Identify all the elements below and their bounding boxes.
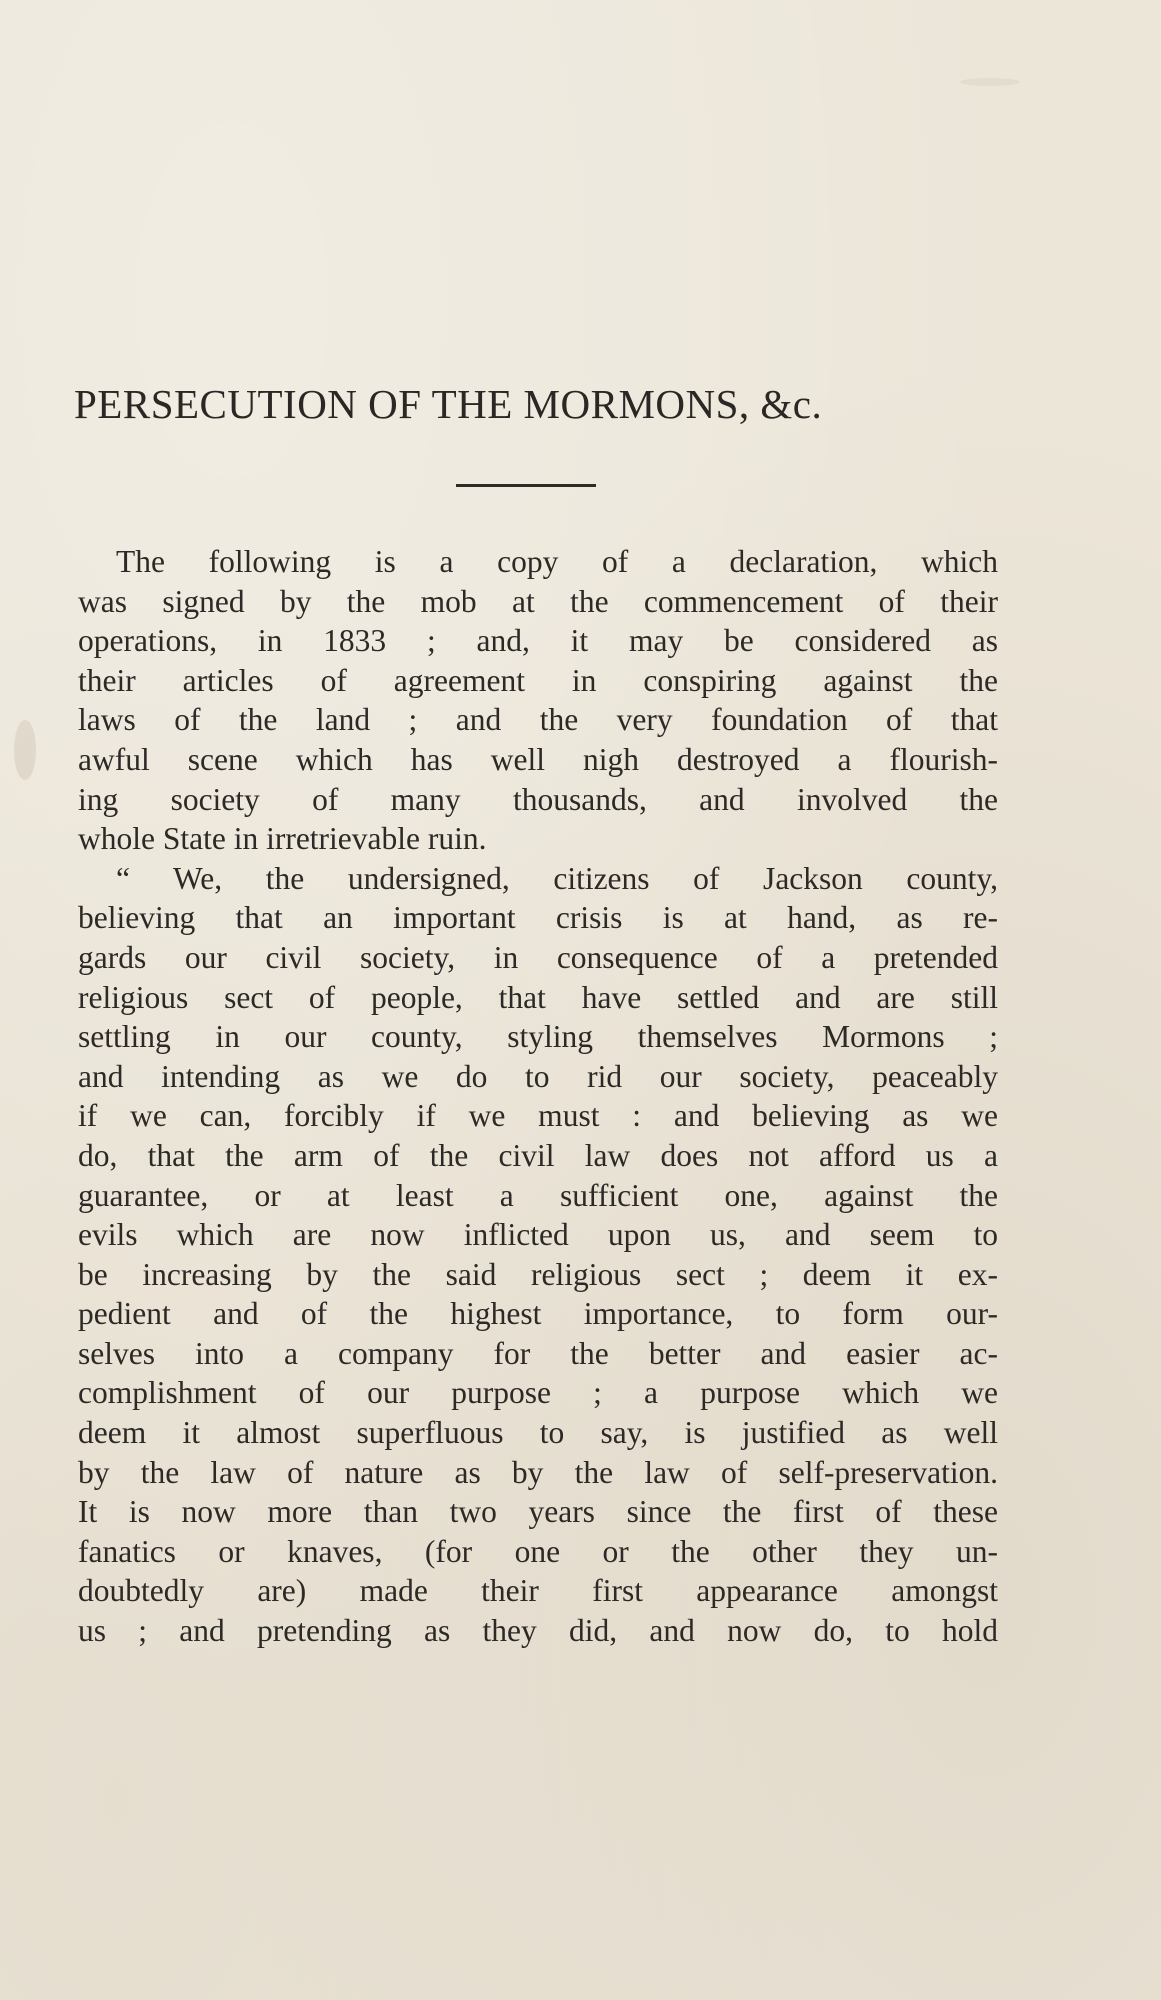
text-line: be increasing by the said religious sect ; deem it ex- bbox=[78, 1256, 998, 1292]
text-line: awful scene which has well nigh destroyed a flourish- bbox=[78, 741, 998, 777]
text-line: if we can, forcibly if we must : and believing as we bbox=[78, 1098, 998, 1134]
text-line: their articles of agreement in conspiring against the bbox=[78, 662, 998, 698]
text-line: religious sect of people, that have settled and are still bbox=[78, 979, 998, 1015]
text-line: gards our civil society, in consequence of a pretended bbox=[78, 939, 998, 975]
text-line: selves into a company for the better and easier ac- bbox=[78, 1335, 998, 1371]
paragraph-declaration bbox=[78, 859, 998, 1651]
text-line: settling in our county, styling themselves Mormons ; bbox=[78, 1019, 998, 1055]
text-line: It is now more than two years since the first of these bbox=[78, 1494, 998, 1530]
body-text bbox=[78, 542, 998, 1651]
paper-stain bbox=[960, 78, 1020, 86]
text-line: believing that an important crisis is at hand, as re- bbox=[78, 900, 998, 936]
text-line: ing society of many thousands, and involved the bbox=[78, 781, 998, 817]
text-line: and intending as we do to rid our society, peaceably bbox=[78, 1058, 998, 1094]
text-line: evils which are now inflicted upon us, and seem to bbox=[78, 1217, 998, 1253]
text-line: whole State in irretrievable ruin. bbox=[78, 821, 487, 857]
text-line: operations, in 1833 ; and, it may be considered as bbox=[78, 623, 998, 659]
paragraph-intro bbox=[78, 542, 998, 859]
title-divider bbox=[456, 484, 596, 487]
text-line: “ We, the undersigned, citizens of Jackson county, bbox=[116, 860, 998, 896]
paper-stain bbox=[14, 720, 36, 780]
text-line: doubtedly are) made their first appearance amongst bbox=[78, 1573, 998, 1609]
text-line: guarantee, or at least a sufficient one, against the bbox=[78, 1177, 998, 1213]
text-line: complishment of our purpose ; a purpose which we bbox=[78, 1375, 998, 1411]
text-line: was signed by the mob at the commencement of their bbox=[78, 583, 998, 619]
text-line: fanatics or knaves, (for one or the other they un- bbox=[78, 1533, 998, 1569]
text-line: pedient and of the highest importance, to form our- bbox=[78, 1296, 998, 1332]
text-line: us ; and pretending as they did, and now do, to hold bbox=[78, 1613, 998, 1649]
text-line: do, that the arm of the civil law does not afford us a bbox=[78, 1137, 998, 1173]
text-line: by the law of nature as by the law of self-preservation. bbox=[78, 1454, 998, 1490]
text-line: laws of the land ; and the very foundation of that bbox=[78, 702, 998, 738]
text-line: deem it almost superfluous to say, is justified as well bbox=[78, 1415, 998, 1451]
page-title: PERSECUTION OF THE MORMONS, &c. bbox=[74, 381, 823, 427]
text-line: The following is a copy of a declaration, which bbox=[116, 544, 998, 579]
